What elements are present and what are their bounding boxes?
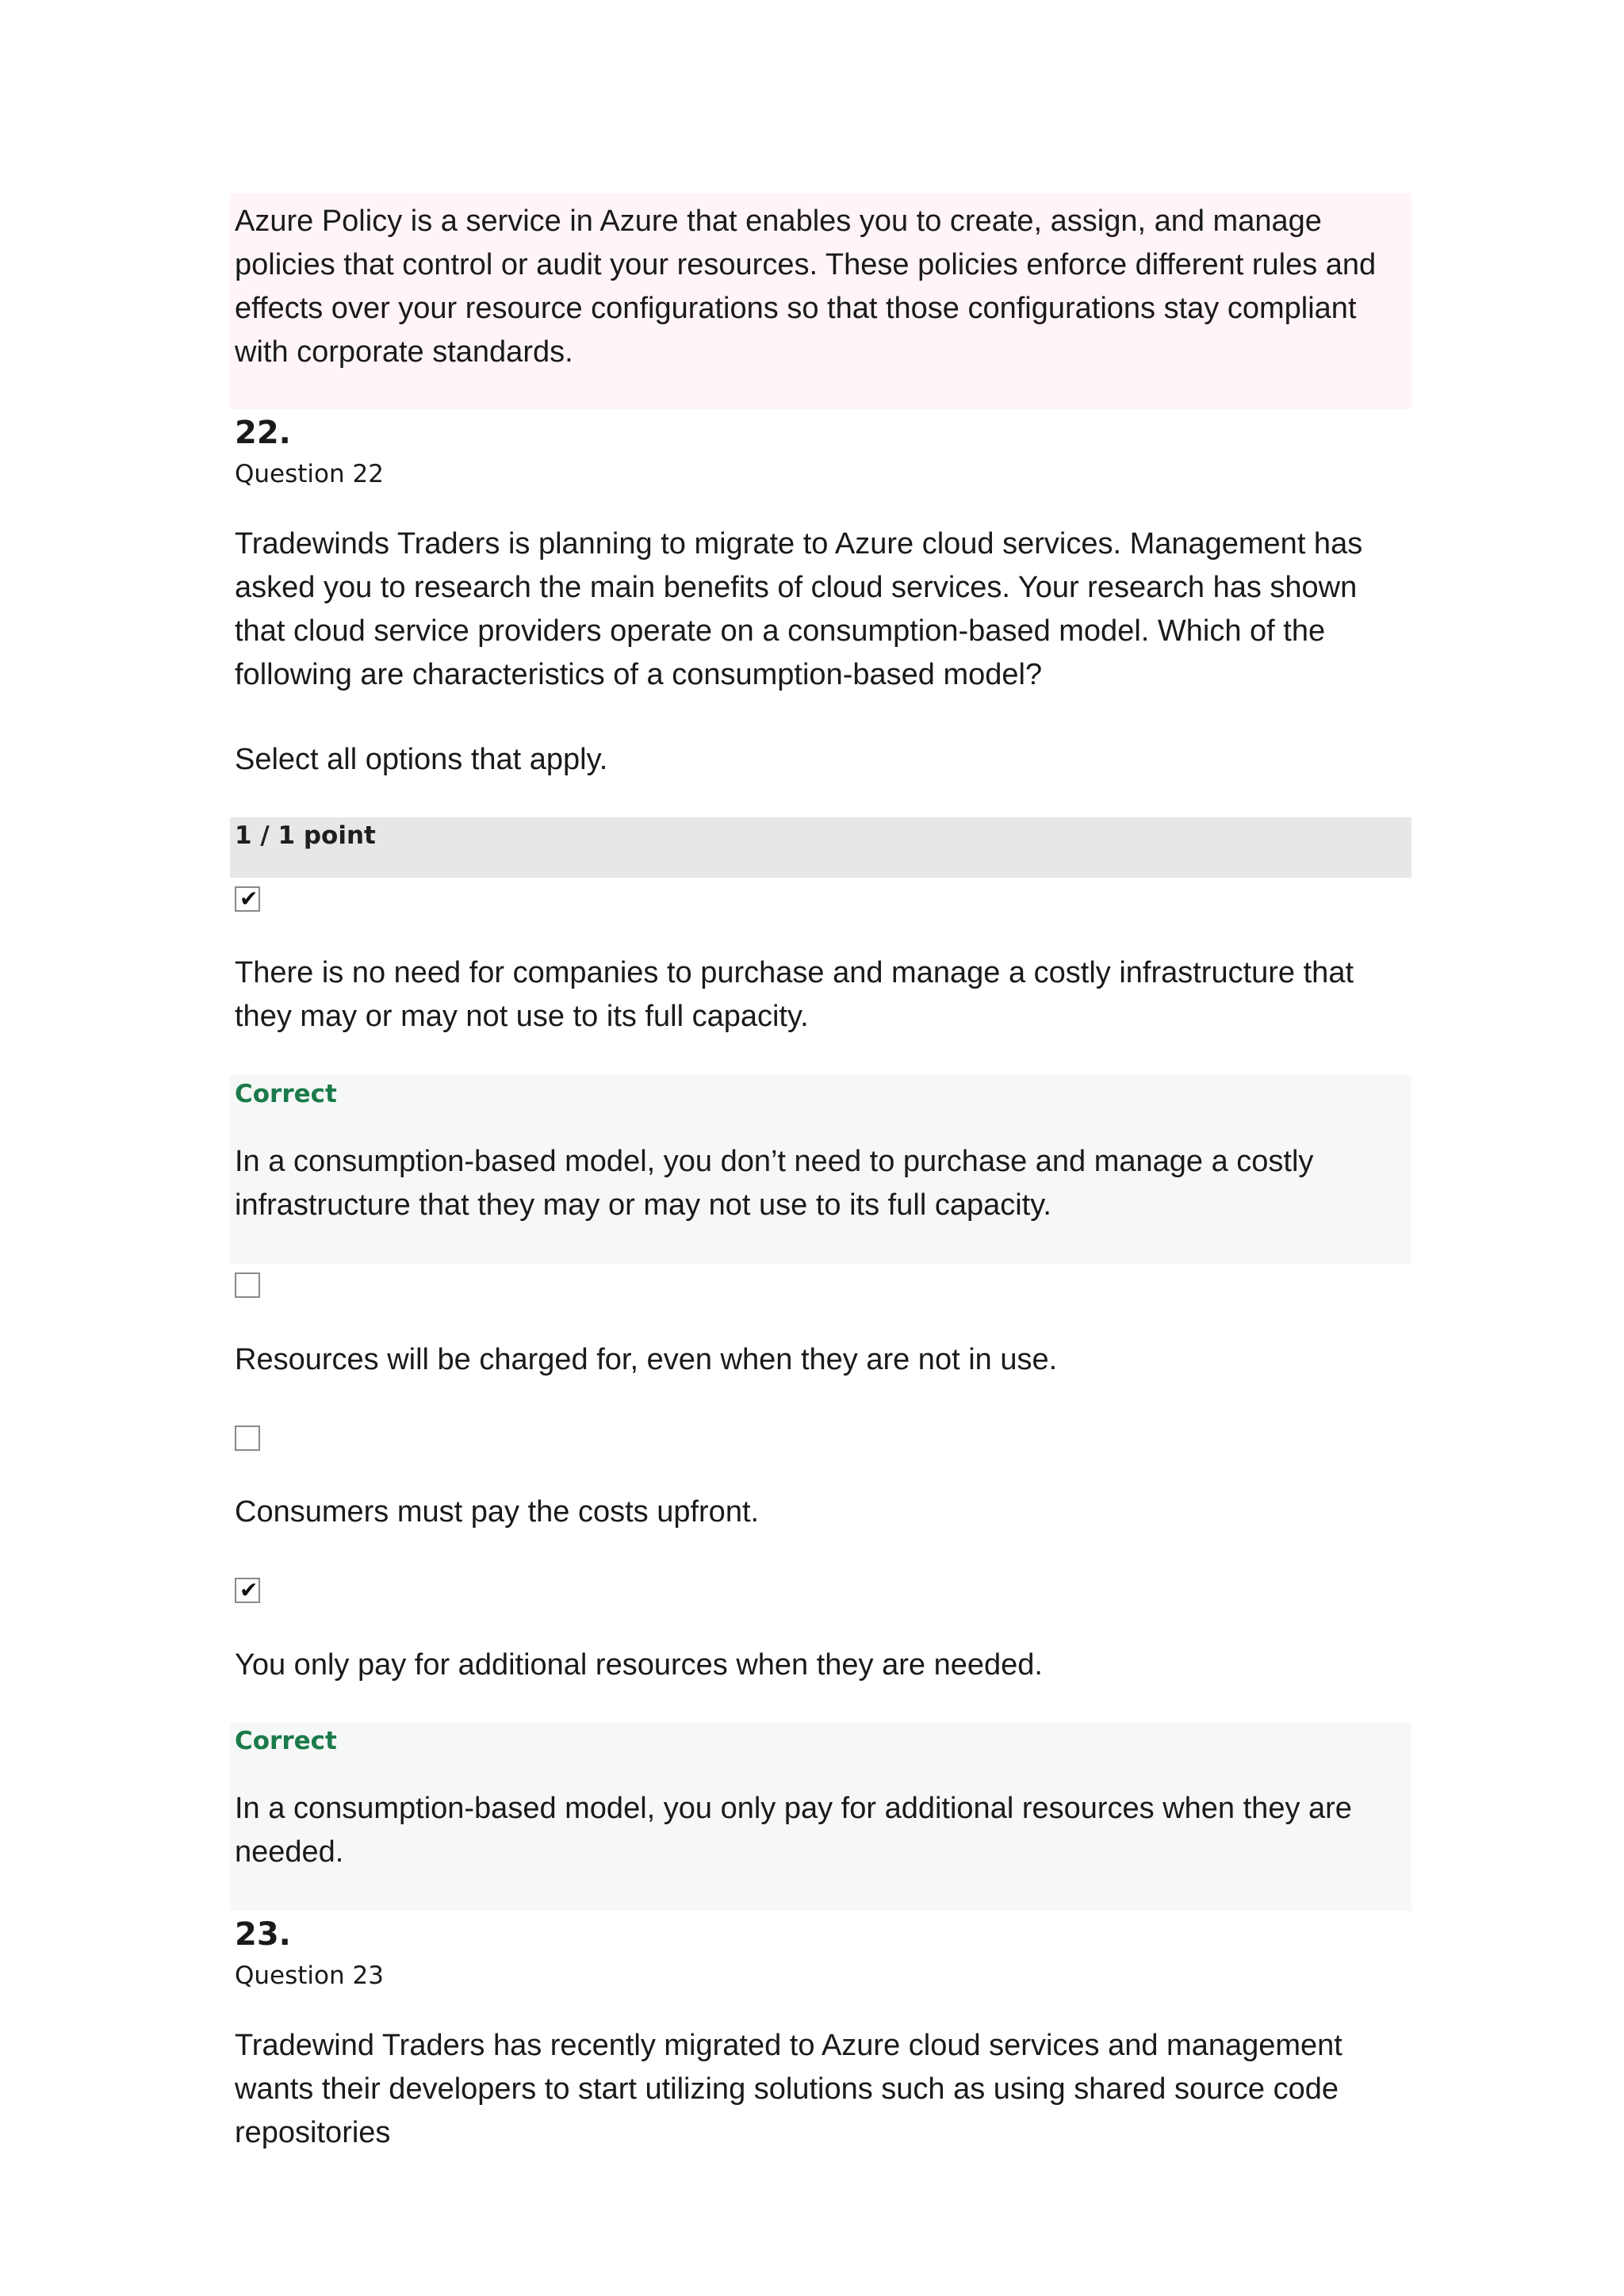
option-1-feedback-label: Correct <box>235 1080 337 1108</box>
question-22-label: Question 22 <box>235 460 384 488</box>
question-23-label: Question 23 <box>235 1961 384 1990</box>
option-2-checkbox[interactable] <box>235 1272 260 1298</box>
question-22-number: 22. <box>235 415 291 451</box>
option-1-checkbox[interactable] <box>235 886 260 912</box>
question-22-prompt: Tradewinds Traders is planning to migrate to Azure cloud services. Management has asked you to research the main benefits of cloud services. Your research has shown that cloud service providers operate on a consumption-based model. Which of the following are characteristics of a consumption-based model? <box>235 527 1363 691</box>
checkmark-icon: ✔ <box>239 1577 259 1603</box>
question-23-prompt: Tradewind Traders has recently migrated to Azure cloud services and management wants their developers to start utilizing solutions such as using shared source code repositories <box>235 2029 1342 2149</box>
option-4-checkbox[interactable] <box>235 1578 260 1603</box>
option-4-text: You only pay for additional resources when they are needed. <box>235 1648 1043 1682</box>
option-4-feedback-label: Correct <box>235 1727 337 1755</box>
policy-feedback-text: Azure Policy is a service in Azure that enables you to create, assign, and manage policies that control or audit your resources. These policies enforce different rules and effects over your resource configurations so that those configurations stay compliant with corporate standards. <box>235 205 1377 369</box>
option-3-text: Consumers must pay the costs upfront. <box>235 1495 760 1529</box>
points-score: 1 / 1 point <box>235 821 376 850</box>
question-22-instruction: Select all options that apply. <box>235 743 608 776</box>
option-4-feedback-text: In a consumption-based model, you only pay for additional resources when they are needed. <box>235 1792 1352 1869</box>
question-23-number: 23. <box>235 1916 291 1953</box>
option-1-feedback-text: In a consumption-based model, you don’t need to purchase and manage a costly infrastructure that they may or may not use to its full capacity. <box>235 1145 1314 1222</box>
option-3-checkbox[interactable] <box>235 1425 260 1451</box>
option-1-text: There is no need for companies to purchase and manage a costly infrastructure that they may or may not use to its full capacity. <box>235 956 1354 1033</box>
checkmark-icon: ✔ <box>239 886 259 912</box>
option-2-text: Resources will be charged for, even when they are not in use. <box>235 1343 1058 1376</box>
